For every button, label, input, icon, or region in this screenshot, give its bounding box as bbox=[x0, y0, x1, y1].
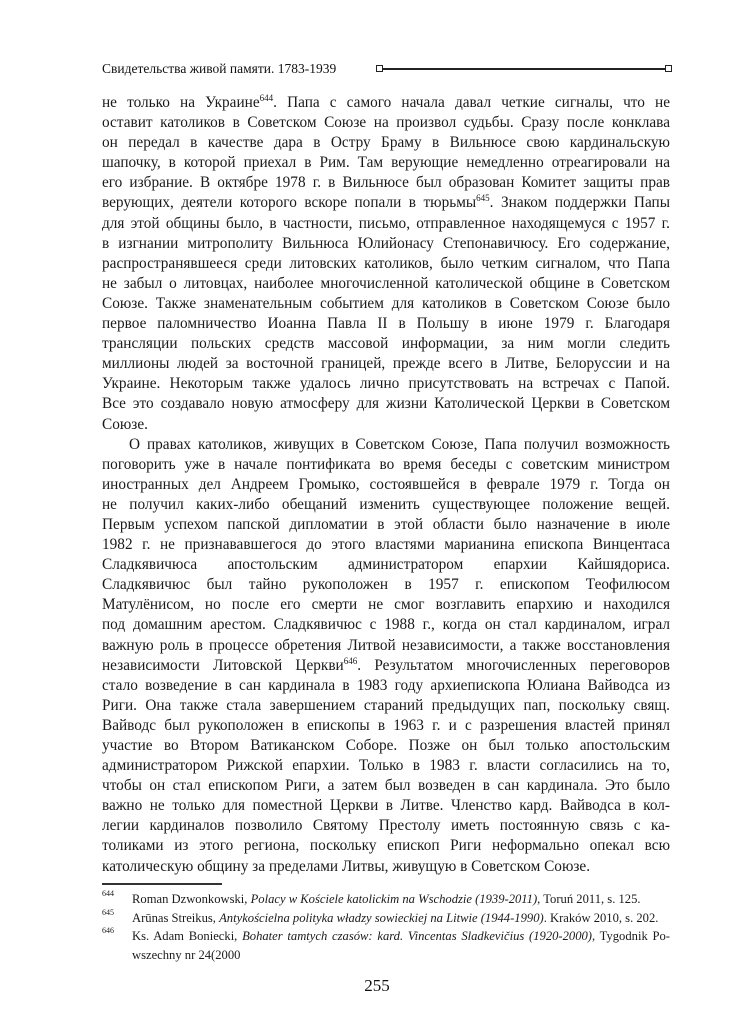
text-line: важно не только для поместной Церкви в Литве. Членство кард. Вайводса в кол- bbox=[102, 797, 670, 815]
body-text bbox=[102, 93, 670, 877]
page-number: 255 bbox=[364, 976, 390, 995]
footnote-ref: 644 bbox=[259, 93, 274, 103]
text-line: распространявшееся среди литовских католиков, было четким сигналом, что Папа bbox=[102, 254, 670, 272]
text-line: оставит католиков в Советском Союзе на произвол судьбы. Сразу после конклава bbox=[102, 114, 670, 132]
footnote-title: Antykościelna polityka władzy sowieckiej na Litwie (1944-1990) bbox=[219, 910, 544, 925]
text-line: поговорить уже в начале понтификата во время беседы с советским министром bbox=[102, 455, 670, 473]
text-line: не только на Украине$^{644}$. Папа с самого начала давал четкие сигналы, что не bbox=[102, 93, 670, 111]
text-line: Все это создавало новую атмосферу для жизни Католической Церкви в Советском bbox=[102, 395, 670, 413]
text-line: трансляции польских средств массовой информации, за ним могли следить bbox=[102, 335, 670, 353]
text-line: его избрание. В октябре 1978 г. в Вильнюсе был образован Комитет защиты прав bbox=[102, 174, 670, 192]
text-line: Риги. Она также стала завершением стараний предыдущих пап, поскольку свящ. bbox=[102, 696, 670, 714]
footnote-number: 645 bbox=[102, 907, 114, 917]
footnotes bbox=[102, 890, 670, 964]
header-rule-left-cap bbox=[376, 65, 383, 72]
text-line: легии кардиналов позволило Святому Престолу иметь постоянную связь с ка- bbox=[102, 817, 670, 835]
text-line: Матулёнисом, но после его смерти не смог возглавить епархию и находился bbox=[102, 596, 670, 614]
text-line: Вайводс был рукоположен в епископы в 1963 г. и с разрешения властей принял bbox=[102, 716, 670, 734]
text-line: участие во Втором Ватиканском Соборе. Позже он был только апостольским bbox=[102, 737, 670, 754]
running-title: Свидетельства живой памяти. 1783-1939 bbox=[102, 61, 337, 76]
text-line: Сладкявичюс был тайно рукоположен в 1957 г. епископом Теофилюсом bbox=[102, 576, 670, 594]
text-line: в изгнании митрополиту Вильнюса Юлийонасу Степонавичюсу. Его содержание, bbox=[102, 234, 670, 252]
text-line: независимости Литовской Церкви$^{646}$. Результатом многочисленных переговоров bbox=[102, 655, 670, 674]
text-line: администратором Рижской епархии. Только в 1983 г. власти согласились на то, bbox=[102, 757, 670, 775]
footnote-text: Arūnas Streikus, Antykościelna polityka władzy sowieckiej na Litwie (1944-1990). Kraków 2010, s. 202. bbox=[132, 910, 659, 925]
footnote-title: Polacy w Kościele katolickim na Wschodzie (1939-2011) bbox=[250, 892, 538, 906]
running-header bbox=[102, 59, 670, 79]
text-line: Сладкявичюса апостольским администратором епархии Кайшядориса. bbox=[102, 556, 670, 574]
text-line: иностранных дел Андреем Громыко, состоявшейся в феврале 1979 г. Тогда он bbox=[102, 475, 670, 493]
text-line: верующих, деятели которого вскоре попали в тюрьмы$^{645}$. Знаком поддержки Папы bbox=[102, 193, 670, 212]
header-rule bbox=[380, 68, 668, 70]
text-line: 1982 г. не признававшегося до этого властями марианина епископа Винцентаса bbox=[102, 536, 670, 554]
text-line: О правах католиков, живущих в Советском Союзе, Папа получил возможность bbox=[129, 435, 670, 453]
footnote-number: 644 bbox=[102, 889, 114, 898]
text-line: миллионы людей за восточной границей, прежде всего в Литве, Белоруссии и на bbox=[102, 355, 670, 373]
footnote-continuation: wszechny nr 24(2000 bbox=[132, 947, 241, 962]
footnote-number: 646 bbox=[102, 926, 114, 936]
text-line: под домашним арестом. Сладкявичюс с 1988 г., когда он стал кардиналом, играл bbox=[102, 616, 670, 634]
text-line: Украине. Некоторым также удалось лично присутствовать на встречах с Папой. bbox=[102, 375, 670, 393]
footnote-645 bbox=[102, 909, 670, 928]
footnote-text: Ks. Adam Boniecki, Bohater tamtych czasów: kard. Vincentas Sladkevičius (1920-2000), Tygodnik Po- bbox=[132, 929, 670, 944]
text-line: не забыл о литовцах, наиболее многочисленной католической общине в Советском bbox=[102, 274, 670, 292]
footnote-ref: 645 bbox=[476, 193, 490, 204]
footnote-separator bbox=[102, 883, 222, 885]
footnote-644 bbox=[102, 890, 670, 909]
footnote-ref: 646 bbox=[343, 655, 358, 666]
text-line: католическую общину за пределами Литвы, живущую в Советском Союзе. bbox=[102, 857, 591, 875]
header-rule-right-cap bbox=[665, 65, 672, 72]
text-line: чтобы он стал епископом Риги, а затем был возведен в сан кардинала. Это было bbox=[102, 777, 670, 795]
text-line: стало возведение в сан кардинала в 1983 году архиепископа Юлиана Вайводса из bbox=[102, 676, 670, 694]
text-line: важную роль в процессе обретения Литвой независимости, а также восстановления bbox=[102, 636, 670, 654]
footnote-text: Roman Dzwonkowski, Polacy w Kościele katolickim na Wschodzie (1939-2011), Toruń 2011, s. 125. bbox=[132, 892, 641, 906]
text-line: для этой общины было, в частности, письмо, отправленное находящемуся с 1957 г. bbox=[102, 214, 670, 232]
text-line: Союзе. bbox=[102, 415, 148, 433]
footnote-646 bbox=[102, 927, 670, 946]
text-line: он передал в качестве дара в Остру Браму в Вильнюсе свою кардинальскую bbox=[102, 134, 670, 152]
footnote-title: Bohater tamtych czasów: kard. Vincentas Sladkevičius (1920-2000) bbox=[242, 929, 592, 944]
text-line: не получил каких-либо обещаний изменить существующее положение вещей. bbox=[102, 495, 670, 513]
text-line: шапочку, в которой приехал в Рим. Там верующие немедленно отреагировали на bbox=[102, 154, 670, 172]
text-line: толиками из этого региона, поскольку епископ Риги неформально опекал всю bbox=[102, 837, 670, 855]
text-line: Первым успехом папской дипломатии в этой области было назначение в июле bbox=[102, 515, 670, 533]
text-line: Союзе. Также знаменательным событием для католиков в Советском Союзе было bbox=[102, 294, 670, 312]
text-line: первое паломничество Иоанна Павла II в Польшу в июне 1979 г. Благодаря bbox=[102, 315, 670, 333]
